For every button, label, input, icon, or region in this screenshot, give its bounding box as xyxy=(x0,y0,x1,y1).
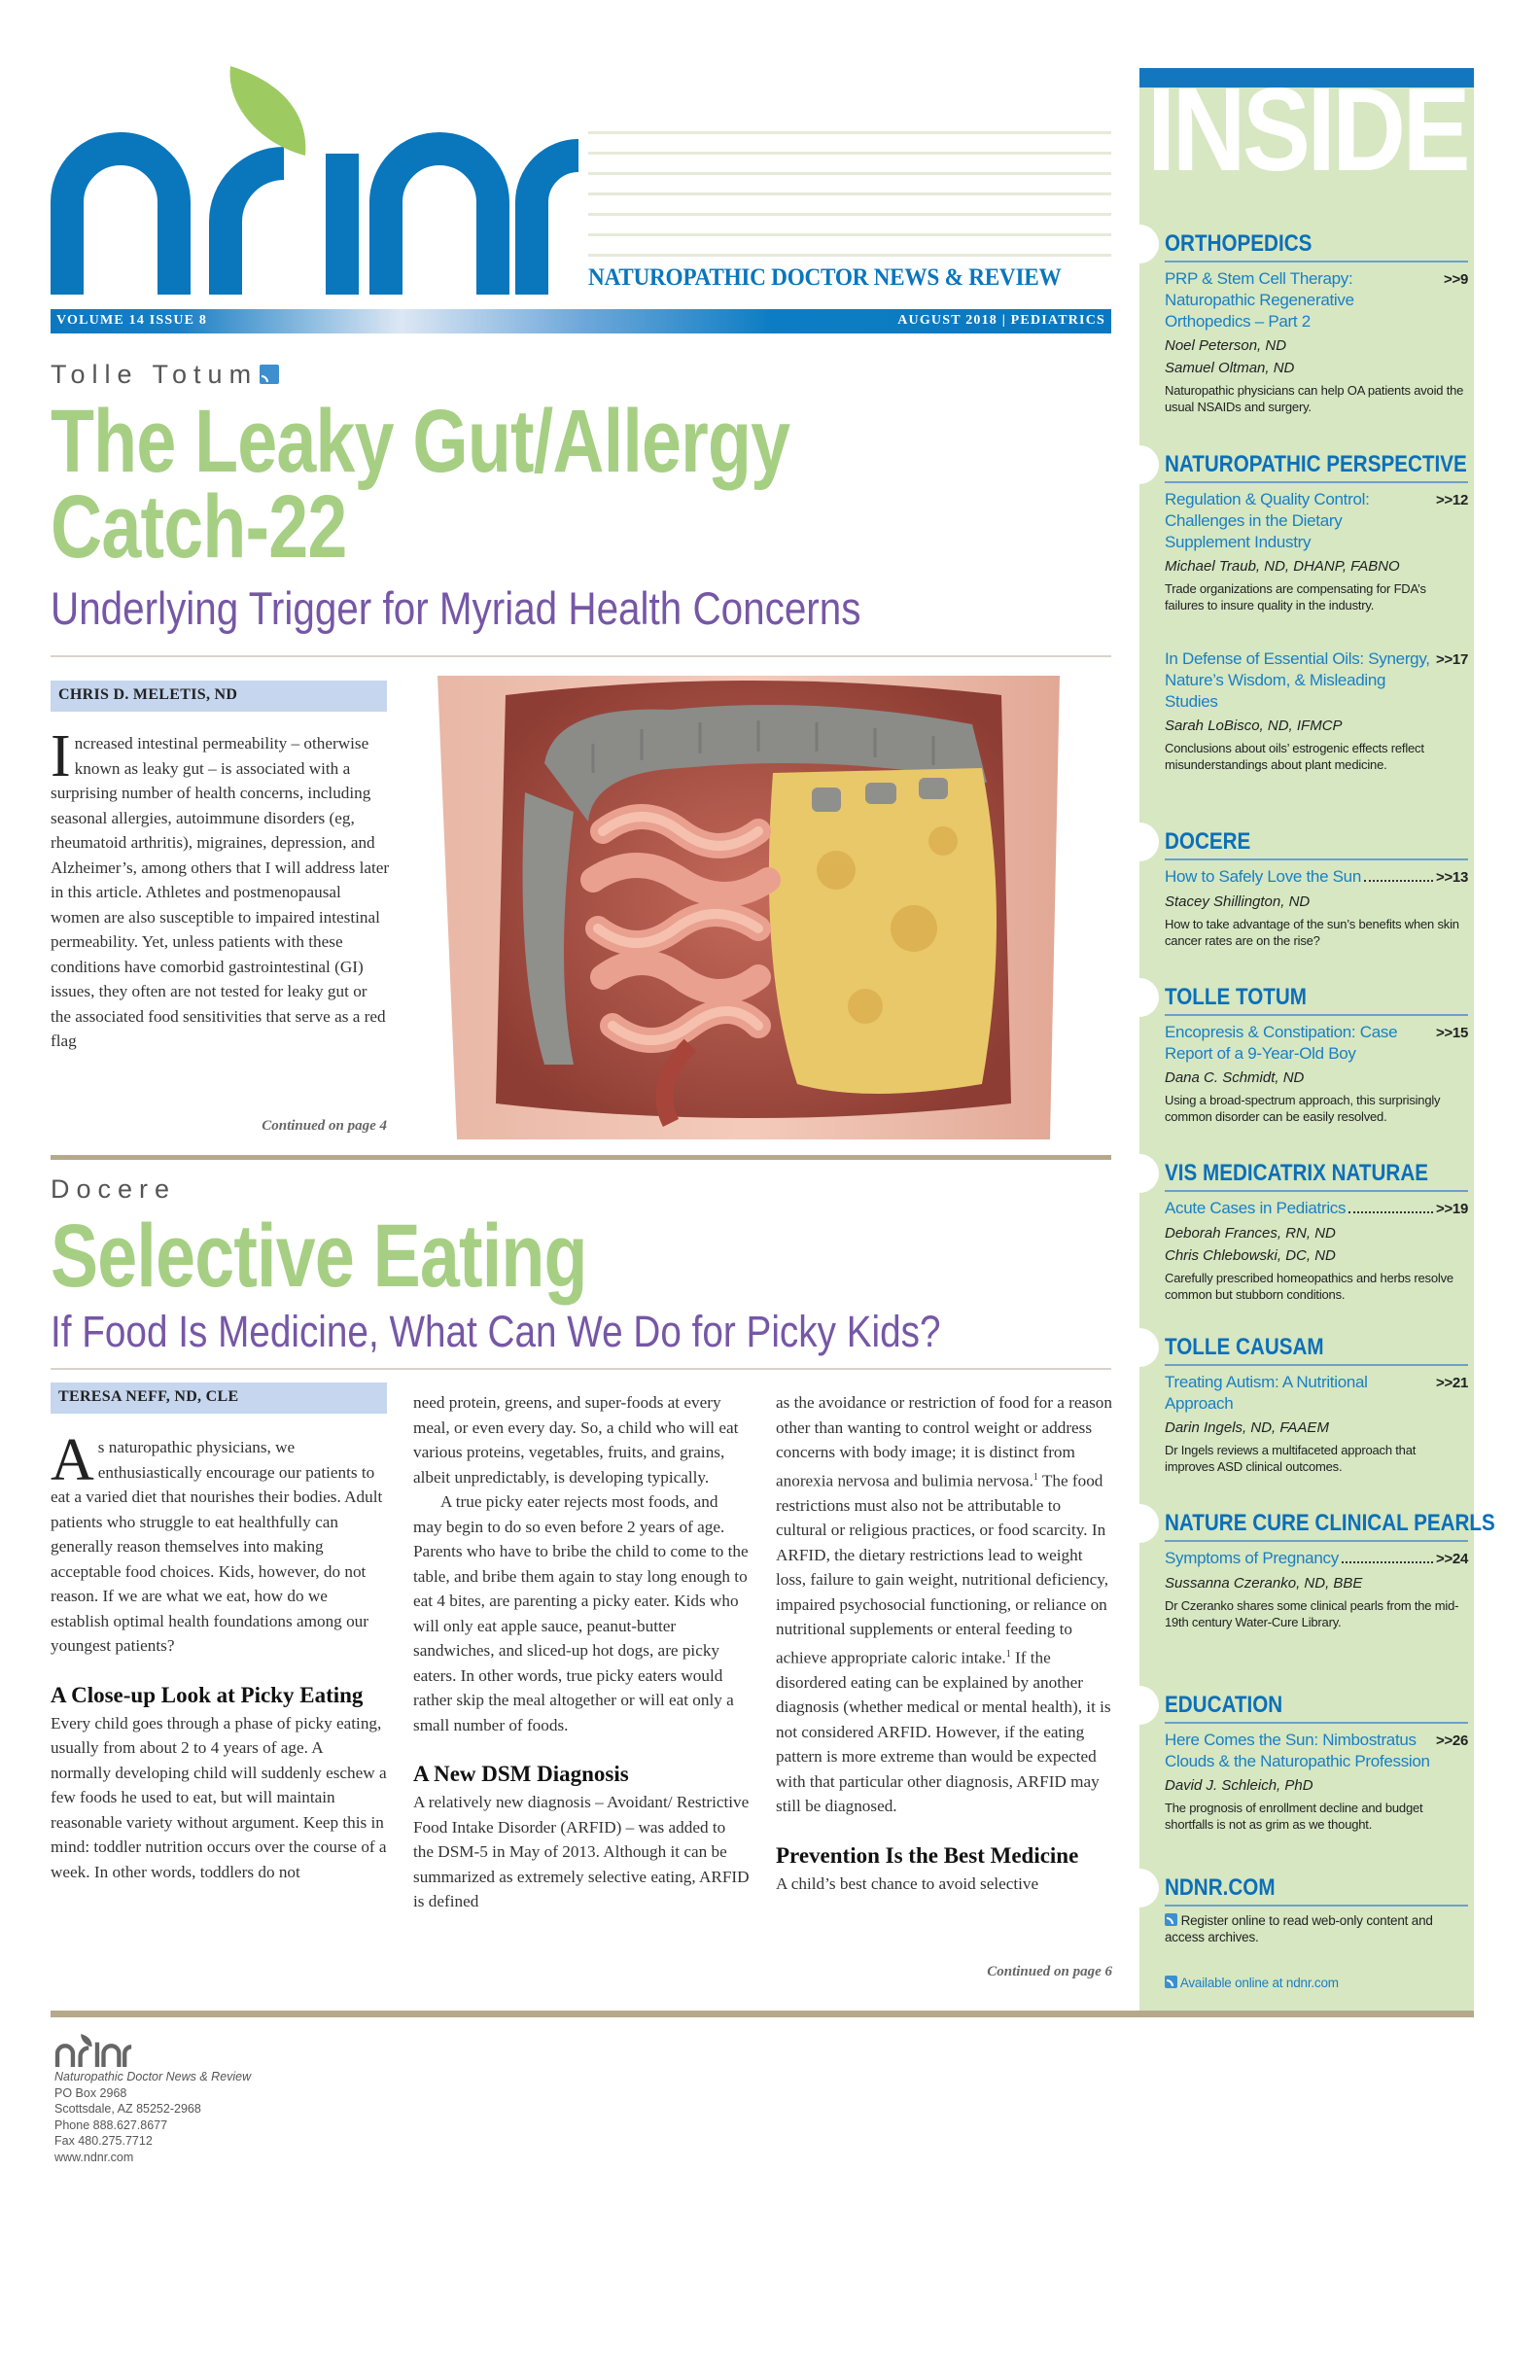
sidebar-item xyxy=(1165,648,1468,773)
section-kicker xyxy=(51,360,279,390)
ndnr-logo[interactable] xyxy=(51,66,580,295)
title-line: The Leaky Gut/Allergy xyxy=(51,392,790,491)
article-body xyxy=(51,1427,387,1884)
divider xyxy=(1165,1905,1468,1907)
sidebar-item xyxy=(1165,1022,1468,1125)
tab-circle xyxy=(1120,1686,1159,1725)
section-heading: A Close-up Look at Picky Eating xyxy=(51,1682,364,1707)
sidebar-article-link[interactable] xyxy=(1165,866,1468,889)
article-link-title: How to Safely Love the Sun xyxy=(1165,867,1361,886)
article-subtitle: If Food Is Medicine, What Can We Do for Picky Kids? xyxy=(51,1307,941,1356)
tab-circle xyxy=(1120,822,1159,861)
rss-icon[interactable] xyxy=(260,365,279,384)
article-link-title: Encopresis & Constipation: Case Report of a 9-Year-Old Boy xyxy=(1165,1023,1398,1063)
paragraph: ncreased intestinal permeability – otherwise known as leaky gut – is associated with a surprising number of health concerns, including seasonal allergies, autoimmune disorders (eg, rheumatoid arthritis), migraines, depression, and Alzheimer’s, among others that I will address later in this article. Athletes and postmenopausal women are also susceptible to impaired intestinal permeability. Yet, unless patients with these conditions have comorbid gastrointestinal (GI) issues, they often are not tested for leaky gut or the associated food sensitivities that serve as a red flag xyxy=(51,734,390,1050)
article-summary: Dr Ingels reviews a multifaceted approach that improves ASD clinical outcomes. xyxy=(1165,1443,1417,1474)
sidebar-item xyxy=(1165,1730,1468,1833)
author: Noel Peterson, ND xyxy=(1165,337,1287,354)
column-3 xyxy=(776,1390,1112,1896)
article-link-title: Acute Cases in Pediatrics xyxy=(1165,1199,1347,1217)
article-body xyxy=(51,723,391,1054)
sidebar-item xyxy=(1165,1372,1468,1475)
divider xyxy=(1165,481,1468,483)
sidebar-section xyxy=(1165,451,1468,808)
sidebar-section xyxy=(1165,1510,1495,1665)
sidebar-item xyxy=(1165,489,1468,613)
inside-sidebar xyxy=(1139,63,1495,2011)
footer-line: Fax 480.275.7712 xyxy=(54,2134,153,2148)
drop-cap: A xyxy=(51,1427,94,1493)
author: David J. Schleich, PhD xyxy=(1165,1777,1313,1794)
divider xyxy=(1165,1364,1468,1366)
paragraph: A relatively new diagnosis – Avoidant/ Restrictive Food Intake Disorder (ARFID) – was added to the DSM-5 in May of 2013. Although it can be summarized as extremely selective eating, ARFID is defined xyxy=(413,1793,750,1910)
tab-circle xyxy=(1120,1328,1159,1367)
divider xyxy=(1165,1190,1468,1192)
article-summary: Dr Czeranko shares some clinical pearls from the mid-19th century Water-Cure Library. xyxy=(1165,1598,1459,1629)
footer-divider xyxy=(51,2011,1474,2017)
author: Dana C. Schmidt, ND xyxy=(1165,1069,1305,1086)
paragraph: Every child goes through a phase of picky eating, usually from about 2 to 4 years of age. A normally developing child will suddenly eschew a few foods he used to eat, but will maintain reasonable variety without argument. Keep this in mind: toddler nutrition occurs over the course of a week. In other words, toddlers do not xyxy=(51,1713,387,1881)
sidebar-section xyxy=(1165,1160,1468,1338)
page-number: >>15 xyxy=(1435,1025,1468,1041)
divider xyxy=(1165,1722,1468,1724)
article-link-title: Treating Autism: A Nutritional Approach xyxy=(1165,1373,1368,1413)
article-summary: How to take advantage of the sun’s benefits when skin cancer rates are on the rise? xyxy=(1165,917,1459,948)
sidebar-article-link[interactable] xyxy=(1165,1548,1468,1570)
tab-circle xyxy=(1120,1154,1159,1193)
sidebar-article-link[interactable] xyxy=(1165,648,1468,713)
article-summary: Using a broad-spectrum approach, this surprisingly common disorder can be easily resolved. xyxy=(1165,1093,1441,1124)
article-link-title: Regulation & Quality Control: Challenges in the Dietary Supplement Industry xyxy=(1165,490,1370,551)
footer-line: Phone 888.627.8677 xyxy=(54,2118,168,2132)
sidebar-section-heading: NATURE CURE CLINICAL PEARLS xyxy=(1165,1510,1495,1536)
article-summary: Trade organizations are compensating for FDA’s failures to insure quality in the industry. xyxy=(1165,581,1426,612)
divider xyxy=(51,655,1111,657)
sidebar-section xyxy=(1165,828,1468,984)
sidebar-section xyxy=(1165,984,1468,1160)
sidebar-article-link[interactable] xyxy=(1165,1372,1468,1415)
sidebar-section-web xyxy=(1165,1874,1468,1991)
sidebar-section xyxy=(1165,1334,1468,1510)
page-number: >>24 xyxy=(1435,1551,1468,1567)
sidebar-article-link[interactable] xyxy=(1165,1198,1468,1220)
footer-line: PO Box 2968 xyxy=(54,2085,127,2100)
article-link-title: In Defense of Essential Oils: Synergy, Nature’s Wisdom, & Misleading Studies xyxy=(1165,649,1430,711)
paragraph: as the avoidance or restriction of food for a reason other than wanting to control weight or address concerns with body image; it is distinct from anorexia nervosa and bulimia nervosa.$^1$ The food restrictions must also not be attributable to cultural or religious practices, or food scarcity. In ARFID, the dietary restrictions lead to weight loss, failure to gain weight, nutritional deficiency, impaired psychosocial functioning, or reliance on nutritional supplements or enteral feeding to achieve appropriate caloric intake.$^1$ If the disordered eating can be explained by another diagnosis (whether medical or mental health), it is not considered ARFID. However, if the eating pattern is more extreme than would be expected with that particular other diagnosis, ARFID may still be diagnosed. xyxy=(776,1393,1112,1816)
paragraph: need protein, greens, and super-foods at every meal, or even every day. So, a child who will eat various proteins, vegetables, fruits, and grains, albeit unpredictably, is developing typically. xyxy=(413,1393,739,1487)
intestines-image xyxy=(428,676,1069,1139)
page-number: >>19 xyxy=(1435,1201,1468,1217)
sidebar-section-heading: EDUCATION xyxy=(1165,1692,1283,1718)
page-number: >>9 xyxy=(1444,271,1468,288)
sidebar-article-link[interactable] xyxy=(1165,1022,1468,1065)
rss-icon xyxy=(1165,1976,1177,1988)
divider xyxy=(1165,1540,1468,1542)
sidebar-item xyxy=(1165,1198,1468,1303)
footer-publication-name: Naturopathic Doctor News & Review xyxy=(54,2070,252,2083)
sidebar-article-link[interactable] xyxy=(1165,1730,1468,1772)
sidebar-item xyxy=(1165,1548,1468,1630)
sidebar-item xyxy=(1165,268,1468,415)
divider xyxy=(1165,858,1468,860)
dot-leader xyxy=(1364,880,1433,882)
sidebar-section-heading: DOCERE xyxy=(1165,828,1251,855)
sidebar-section xyxy=(1165,1692,1468,1868)
sidebar-section xyxy=(1165,230,1468,450)
divider xyxy=(1165,1014,1468,1016)
author: Samuel Oltman, ND xyxy=(1165,360,1295,376)
footer-line[interactable]: www.ndnr.com xyxy=(54,2150,134,2164)
author: Deborah Frances, RN, ND xyxy=(1165,1225,1336,1242)
article-summary: Carefully prescribed homeopathics and herbs resolve common but stubborn conditions. xyxy=(1165,1271,1453,1302)
author-byline: CHRIS D. MELETIS, ND xyxy=(51,681,387,712)
column-1 xyxy=(51,1382,387,1884)
tab-circle xyxy=(1120,225,1159,263)
article-link-title: PRP & Stem Cell Therapy: Naturopathic Regenerative Orthopedics – Part 2 xyxy=(1165,269,1354,331)
dot-leader xyxy=(1348,1211,1433,1213)
footer-line: Scottsdale, AZ 85252-2968 xyxy=(54,2102,201,2116)
footer-address xyxy=(54,2069,251,2165)
tab-circle xyxy=(1120,1869,1159,1908)
issue-date-topic: AUGUST 2018 | PEDIATRICS xyxy=(897,313,1105,328)
publication-name: NATUROPATHIC DOCTOR NEWS & REVIEW xyxy=(588,264,1062,291)
kicker-text: Tolle Totum xyxy=(51,360,259,389)
author: Darin Ingels, ND, FAAEM xyxy=(1165,1419,1329,1436)
page-number: >>12 xyxy=(1435,492,1468,508)
divider xyxy=(1165,261,1468,262)
register-note[interactable]: Register online to read web-only content and access archives. xyxy=(1165,1913,1433,1944)
available-online-link[interactable]: Available online at ndnr.com xyxy=(1165,1975,1468,1991)
tab-circle xyxy=(1120,1504,1159,1543)
paragraph: A true picky eater rejects most foods, and may begin to do so even before 2 years of age. Parents who have to bribe the child to come to the table, and bribe them again to stay long enough to eat 4 bites, are parenting a picky eater. Kids who will only eat apple sauce, peanut-butter sandwiches, and sliced-up hot dogs, are picky eaters. In other words, true picky eaters would rather skip the meal altogether or will eat only a small number of foods. xyxy=(413,1492,749,1734)
title-line: Catch-22 xyxy=(51,477,347,577)
column-2 xyxy=(413,1390,750,1914)
article-summary: Naturopathic physicians can help OA patients avoid the usual NSAIDs and surgery. xyxy=(1165,383,1464,414)
continued-link[interactable]: Continued on page 4 xyxy=(262,1118,387,1134)
author: Sussanna Czeranko, ND, BBE xyxy=(1165,1575,1363,1592)
article-subtitle: Underlying Trigger for Myriad Health Concerns xyxy=(51,582,861,634)
article-title[interactable] xyxy=(51,392,790,577)
author: Sarah LoBisco, ND, IFMCP xyxy=(1165,718,1343,734)
author: Michael Traub, ND, DHANP, FABNO xyxy=(1165,558,1400,575)
article-title[interactable]: Selective Eating xyxy=(51,1207,587,1306)
page-number: >>26 xyxy=(1435,1732,1468,1749)
sidebar-item xyxy=(1165,866,1468,949)
leaf-icon xyxy=(230,66,306,156)
section-heading: A New DSM Diagnosis xyxy=(413,1762,629,1786)
tab-circle xyxy=(1120,445,1159,484)
sidebar-title: INSIDE xyxy=(1147,63,1468,195)
section-kicker: Docere xyxy=(51,1174,177,1204)
article-link-title: Here Comes the Sun: Nimbostratus Clouds & the Naturopathic Profession xyxy=(1165,1731,1430,1770)
dot-leader xyxy=(1342,1561,1433,1563)
masthead-rules xyxy=(588,131,1111,277)
issue-band xyxy=(51,309,1111,333)
drop-cap: I xyxy=(51,723,71,789)
author: Chris Chlebowski, DC, ND xyxy=(1165,1247,1336,1264)
paragraph: s naturopathic physicians, we enthusiastically encourage our patients to eat a varied diet that nourishes their bodies. Adult patients who struggle to eat healthfully can generally reason themselves into making acceptable food choices. Kids, however, do not reason. If we are what we eat, how do we establish optimal health foundations among our youngest patients? xyxy=(51,1438,383,1655)
sidebar-section-heading: VIS MEDICATRIX NATURAE xyxy=(1165,1160,1429,1186)
article-summary: Conclusions about oils’ estrogenic effects reflect misunderstandings about plant medicine. xyxy=(1165,741,1424,772)
author: Stacey Shillington, ND xyxy=(1165,893,1311,910)
sidebar-section-heading: NATUROPATHIC PERSPECTIVE xyxy=(1165,451,1467,477)
page-number: >>13 xyxy=(1435,869,1468,886)
sidebar-article-link[interactable] xyxy=(1165,268,1468,332)
divider xyxy=(51,1368,1111,1370)
sidebar-section-heading: ORTHOPEDICS xyxy=(1165,230,1312,257)
footer-logo[interactable] xyxy=(52,2034,134,2067)
author-byline: TERESA NEFF, ND, CLE xyxy=(51,1382,387,1414)
page-number: >>17 xyxy=(1435,651,1468,668)
section-divider xyxy=(51,1155,1111,1160)
sidebar-section-heading[interactable]: NDNR.COM xyxy=(1165,1874,1276,1901)
tab-circle xyxy=(1120,978,1159,1017)
volume-issue: VOLUME 14 ISSUE 8 xyxy=(56,313,208,328)
section-heading: Prevention Is the Best Medicine xyxy=(776,1842,1079,1868)
rss-icon xyxy=(1165,1913,1177,1926)
sidebar-section-heading: TOLLE TOTUM xyxy=(1165,984,1308,1010)
paragraph: A child’s best chance to avoid selective xyxy=(776,1873,1039,1893)
continued-link[interactable]: Continued on page 6 xyxy=(987,1964,1112,1979)
sidebar-section-heading: TOLLE CAUSAM xyxy=(1165,1334,1324,1360)
article-link-title: Symptoms of Pregnancy xyxy=(1165,1549,1339,1567)
page-number: >>21 xyxy=(1435,1375,1468,1391)
article-summary: The prognosis of enrollment decline and budget shortfalls is not as grim as we thought. xyxy=(1165,1801,1423,1832)
sidebar-article-link[interactable] xyxy=(1165,489,1468,553)
